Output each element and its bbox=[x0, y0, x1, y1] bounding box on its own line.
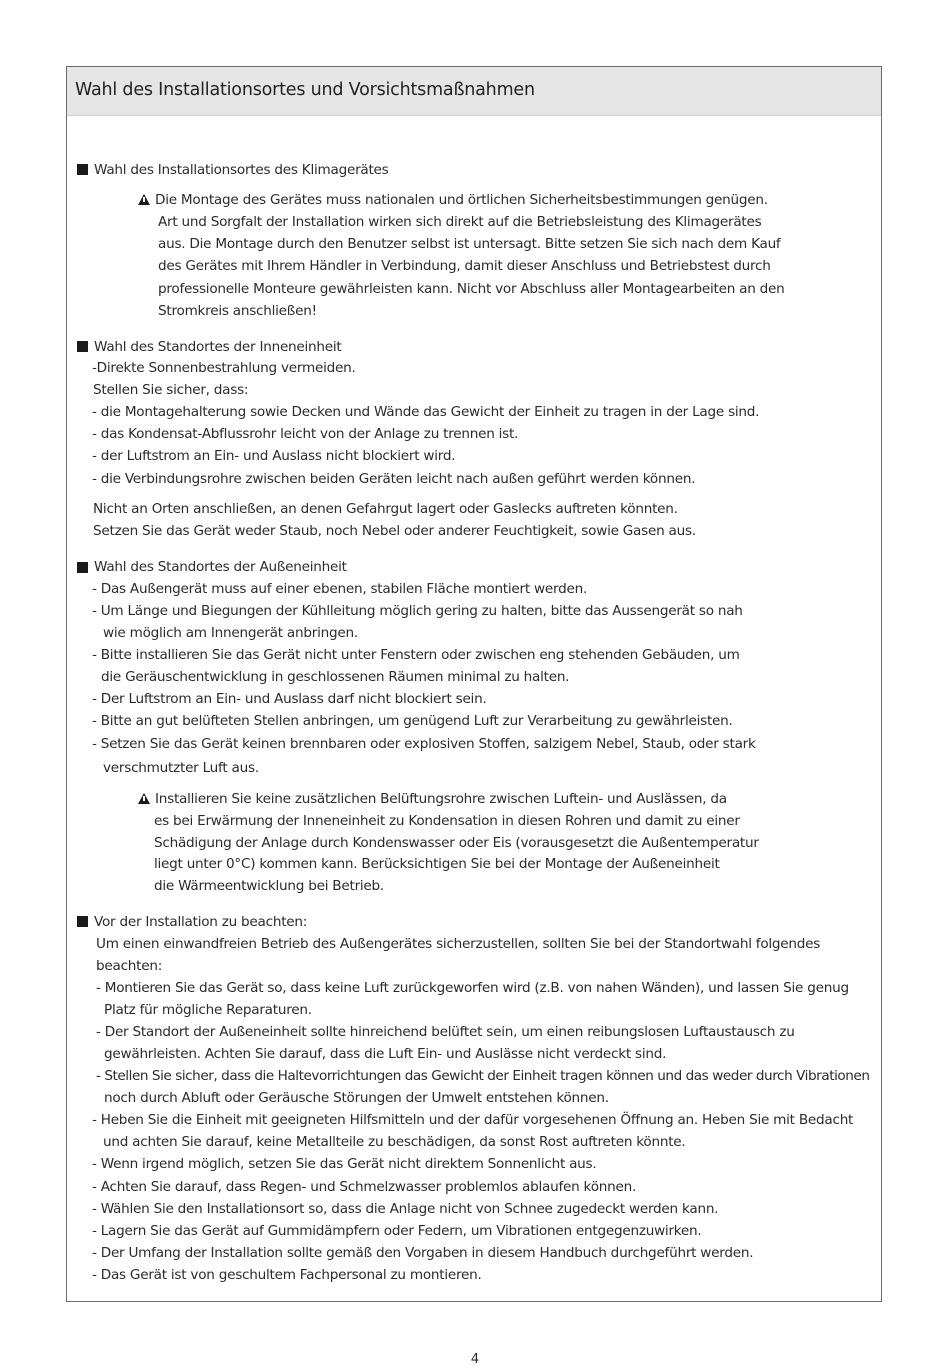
list-item: - Bitte an gut belüfteten Stellen anbringen, um genügend Luft zur Verarbeitung zu gewährleisten. bbox=[92, 713, 733, 729]
warning-text-line: aus. Die Montage durch den Benutzer selbst ist untersagt. Bitte setzen Sie sich nach dem Kauf bbox=[158, 236, 781, 252]
list-item: und achten Sie darauf, keine Metallteile zu beschädigen, da sonst Rost auftreten könnte. bbox=[103, 1134, 686, 1150]
section-bullet bbox=[77, 164, 88, 175]
list-item: Platz für mögliche Reparaturen. bbox=[104, 1002, 312, 1018]
list-item: - Der Umfang der Installation sollte gemäß den Vorgaben in diesem Handbuch durchgeführt werden. bbox=[92, 1245, 754, 1261]
list-item: - die Verbindungsrohre zwischen beiden Geräten leicht nach außen geführt werden können. bbox=[92, 471, 696, 487]
list-item: - Setzen Sie das Gerät keinen brennbaren oder explosiven Stoffen, salzigem Nebel, Staub, oder stark bbox=[92, 736, 756, 752]
text-line: Setzen Sie das Gerät weder Staub, noch Nebel oder anderer Feuchtigkeit, sowie Gasen aus. bbox=[93, 523, 696, 539]
list-item: - Stellen Sie sicher, dass die Haltevorrichtungen das Gewicht der Einheit tragen können und das weder durch Vibrationen bbox=[96, 1068, 870, 1084]
warning-text-line: es bei Erwärmung der Inneneinheit zu Kondensation in diesen Rohren und damit zu einer bbox=[154, 813, 740, 829]
section-heading: Vor der Installation zu beachten: bbox=[94, 914, 308, 930]
list-item: - Wählen Sie den Installationsort so, dass die Anlage nicht von Schnee zugedeckt werden kann. bbox=[92, 1201, 719, 1217]
text-line: Nicht an Orten anschließen, an denen Gefahrgut lagert oder Gaslecks auftreten könnten. bbox=[93, 501, 678, 517]
list-item: - Der Standort der Außeneinheit sollte hinreichend belüftet sein, um einen reibungslosen Luftaustausch zu bbox=[96, 1024, 795, 1040]
warning-text-line: Stromkreis anschließen! bbox=[158, 303, 317, 319]
warning-text-line: Installieren Sie keine zusätzlichen Belüftungsrohre zwischen Luftein- und Auslässen, da bbox=[155, 791, 727, 807]
list-item: verschmutzter Luft aus. bbox=[103, 760, 259, 776]
warning-icon bbox=[138, 793, 150, 804]
text-line: -Direkte Sonnenbestrahlung vermeiden. bbox=[92, 360, 356, 376]
title-band bbox=[67, 67, 881, 116]
list-item: noch durch Abluft oder Geräusche Störungen der Umwelt entstehen können. bbox=[104, 1090, 609, 1106]
section-bullet bbox=[77, 916, 88, 927]
warning-text-line: Art und Sorgfalt der Installation wirken sich direkt auf die Betriebsleistung des Klimagerätes bbox=[158, 214, 762, 230]
warning-icon bbox=[138, 194, 150, 205]
warning-text-line: professionelle Monteure gewährleisten kann. Nicht vor Abschluss aller Montagearbeiten an den bbox=[158, 281, 785, 297]
section-heading: Wahl des Installationsortes des Klimagerätes bbox=[94, 162, 389, 178]
page-title: Wahl des Installationsortes und Vorsichtsmaßnahmen bbox=[75, 80, 535, 100]
text-line: Stellen Sie sicher, dass: bbox=[93, 382, 249, 398]
list-item: - Heben Sie die Einheit mit geeigneten Hilfsmitteln und der dafür vorgesehenen Öffnung an. Heben Sie mit Bedacht bbox=[92, 1112, 854, 1128]
list-item: wie möglich am Innengerät anbringen. bbox=[103, 625, 358, 641]
list-item: - das Kondensat-Abflussrohr leicht von der Anlage zu trennen ist. bbox=[92, 426, 519, 442]
list-item: gewährleisten. Achten Sie darauf, dass die Luft Ein- und Auslässe nicht verdeckt sind. bbox=[104, 1046, 667, 1062]
list-item: - Der Luftstrom an Ein- und Auslass darf nicht blockiert sein. bbox=[92, 691, 487, 707]
list-item: - Das Außengerät muss auf einer ebenen, stabilen Fläche montiert werden. bbox=[92, 581, 588, 597]
list-item: die Geräuschentwicklung in geschlossenen Räumen minimal zu halten. bbox=[101, 669, 570, 685]
page-number: 4 bbox=[470, 1352, 480, 1367]
section-bullet bbox=[77, 341, 88, 352]
list-item: - Achten Sie darauf, dass Regen- und Schmelzwasser problemlos ablaufen können. bbox=[92, 1179, 637, 1195]
list-item: - Bitte installieren Sie das Gerät nicht unter Fenstern oder zwischen eng stehenden Gebäuden, um bbox=[92, 647, 740, 663]
warning-text-line: Die Montage des Gerätes muss nationalen und örtlichen Sicherheitsbestimmungen genügen. bbox=[155, 192, 768, 208]
list-item: - der Luftstrom an Ein- und Auslass nicht blockiert wird. bbox=[92, 448, 456, 464]
section-heading: Wahl des Standortes der Inneneinheit bbox=[94, 339, 342, 355]
list-item: - Um Länge und Biegungen der Kühlleitung möglich gering zu halten, bitte das Aussengerät so nah bbox=[92, 603, 743, 619]
text-line: beachten: bbox=[96, 958, 163, 974]
section-bullet bbox=[77, 562, 88, 573]
list-item: - die Montagehalterung sowie Decken und Wände das Gewicht der Einheit zu tragen in der Lage sind. bbox=[92, 404, 760, 420]
section-heading: Wahl des Standortes der Außeneinheit bbox=[94, 559, 347, 575]
warning-text-line: liegt unter 0°C) kommen kann. Berücksichtigen Sie bei der Montage der Außeneinheit bbox=[154, 856, 720, 872]
warning-text-line: des Gerätes mit Ihrem Händler in Verbindung, damit dieser Anschluss und Betriebstest durch bbox=[158, 258, 771, 274]
list-item: - Lagern Sie das Gerät auf Gummidämpfern oder Federn, um Vibrationen entgegenzuwirken. bbox=[92, 1223, 702, 1239]
warning-text-line: die Wärmeentwicklung bei Betrieb. bbox=[154, 878, 384, 894]
text-line: Um einen einwandfreien Betrieb des Außengerätes sicherzustellen, sollten Sie bei der Standortwahl folgendes bbox=[96, 936, 821, 952]
list-item: - Montieren Sie das Gerät so, dass keine Luft zurückgeworfen wird (z.B. von nahen Wänden), und lassen Sie genug bbox=[96, 980, 849, 996]
list-item: - Das Gerät ist von geschultem Fachpersonal zu montieren. bbox=[92, 1267, 482, 1283]
list-item: - Wenn irgend möglich, setzen Sie das Gerät nicht direktem Sonnenlicht aus. bbox=[92, 1156, 597, 1172]
warning-text-line: Schädigung der Anlage durch Kondenswasser oder Eis (vorausgesetzt die Außentemperatur bbox=[154, 835, 759, 851]
